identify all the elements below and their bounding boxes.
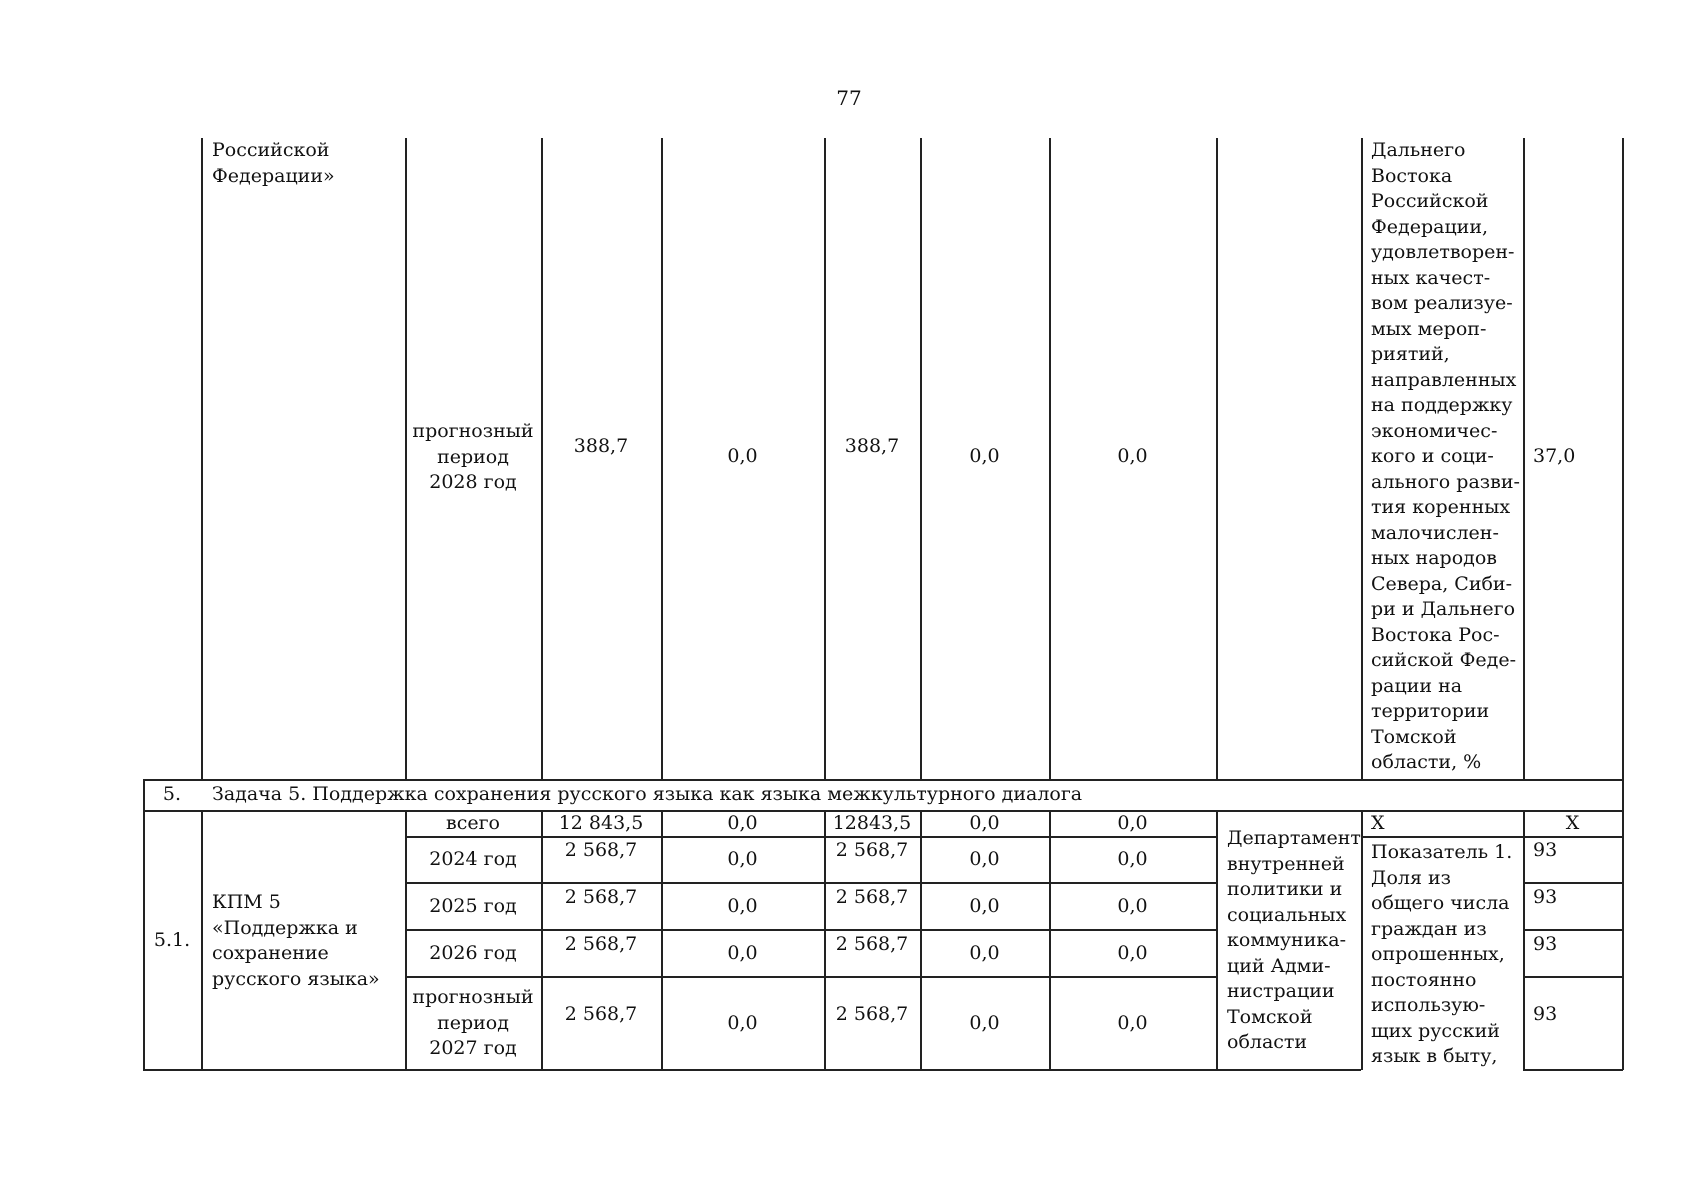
value-regional: 388,7	[844, 435, 900, 457]
kpm-name: КПМ 5 «Поддержка и сохранение русского языка»	[212, 891, 380, 990]
value-other: 0,0	[1117, 895, 1148, 917]
value-federal: 0,0	[727, 848, 758, 870]
value-total: 388,7	[573, 435, 629, 457]
value-federal: 0,0	[727, 895, 758, 917]
table-border	[143, 1069, 1361, 1071]
value-federal: 0,0	[727, 942, 758, 964]
table-border	[1523, 929, 1623, 931]
indicator-value: 93	[1533, 1003, 1558, 1025]
table-border	[1216, 810, 1218, 1070]
indicator-value: 93	[1533, 886, 1558, 908]
indicator-value: 93	[1533, 839, 1558, 861]
table-border	[143, 780, 145, 1070]
indicator-x: X	[1371, 812, 1385, 834]
table-border	[1523, 882, 1623, 884]
indicator-text: Показатель 1. Доля из общего числа граждан из опрошенных, постоянно использую- щих русский язык в быту,	[1371, 841, 1513, 1067]
page-number: 77	[836, 86, 862, 110]
period-label: прогнозный период 2028 год	[412, 420, 534, 493]
table-border	[1216, 138, 1218, 780]
table-border	[1361, 138, 1363, 780]
measure-name-tail: Российской Федерации»	[212, 139, 335, 187]
value-other: 0,0	[1117, 942, 1148, 964]
table-border	[1523, 1069, 1623, 1071]
value-other: 0,0	[1117, 848, 1148, 870]
value-local: 0,0	[969, 942, 1000, 964]
value-regional: 2 568,7	[835, 1003, 909, 1025]
value-federal: 0,0	[727, 812, 758, 834]
table-border	[201, 138, 203, 780]
value-regional: 2 568,7	[835, 886, 909, 908]
task-title: Задача 5. Поддержка сохранения русского языка как языка межкультурного диалога	[212, 783, 1083, 805]
table-border	[1523, 810, 1525, 1070]
value-regional: 2 568,7	[835, 839, 909, 861]
table-border	[405, 882, 1217, 884]
period-label: 2025 год	[429, 895, 517, 917]
period-label: всего	[446, 812, 500, 834]
value-local: 0,0	[969, 812, 1000, 834]
indicator-value: X	[1565, 812, 1580, 834]
value-local: 0,0	[969, 895, 1000, 917]
value-federal: 0,0	[727, 1012, 758, 1034]
value-other: 0,0	[1117, 1012, 1148, 1034]
value-local: 0,0	[969, 848, 1000, 870]
value-regional: 2 568,7	[835, 933, 909, 955]
executor-name: Департамент внутренней политики и социальных коммуника- ций Адми- нистрации Томской области	[1227, 827, 1361, 1053]
period-label: 2024 год	[429, 848, 517, 870]
table-border	[1523, 976, 1623, 978]
kpm-number: 5.1.	[153, 929, 191, 951]
task-number: 5.	[162, 783, 182, 805]
value-local: 0,0	[969, 1012, 1000, 1034]
indicator-value: 37,0	[1533, 445, 1576, 467]
indicator-text-tail: Дальнего Востока Российской Федерации, удовлетворен- ных качест- вом реализуе- мых мероп- риятий, направленных на поддержку экономичес- кого и соци- ального разви- тия коренных малочислен- ных народов Севера, Сиби- ри и Дальнего Востока Рос- сийской Феде- рации на территории Томской области, %	[1371, 139, 1520, 773]
indicator-value: 93	[1533, 933, 1558, 955]
value-total: 12 843,5	[558, 812, 644, 834]
table-border	[405, 929, 1217, 931]
value-total: 2 568,7	[564, 933, 638, 955]
table-border	[1361, 810, 1363, 1070]
table-border	[201, 810, 203, 1070]
period-label: 2026 год	[429, 942, 517, 964]
value-regional: 12843,5	[832, 812, 912, 834]
value-other: 0,0	[1117, 445, 1148, 467]
table-border	[143, 779, 1623, 781]
table-border	[1523, 138, 1525, 780]
value-federal: 0,0	[727, 445, 758, 467]
value-total: 2 568,7	[564, 839, 638, 861]
period-label: прогнозный период 2027 год	[412, 986, 534, 1059]
table-border	[405, 976, 1217, 978]
value-other: 0,0	[1117, 812, 1148, 834]
value-total: 2 568,7	[564, 1003, 638, 1025]
value-local: 0,0	[969, 445, 1000, 467]
value-total: 2 568,7	[564, 886, 638, 908]
